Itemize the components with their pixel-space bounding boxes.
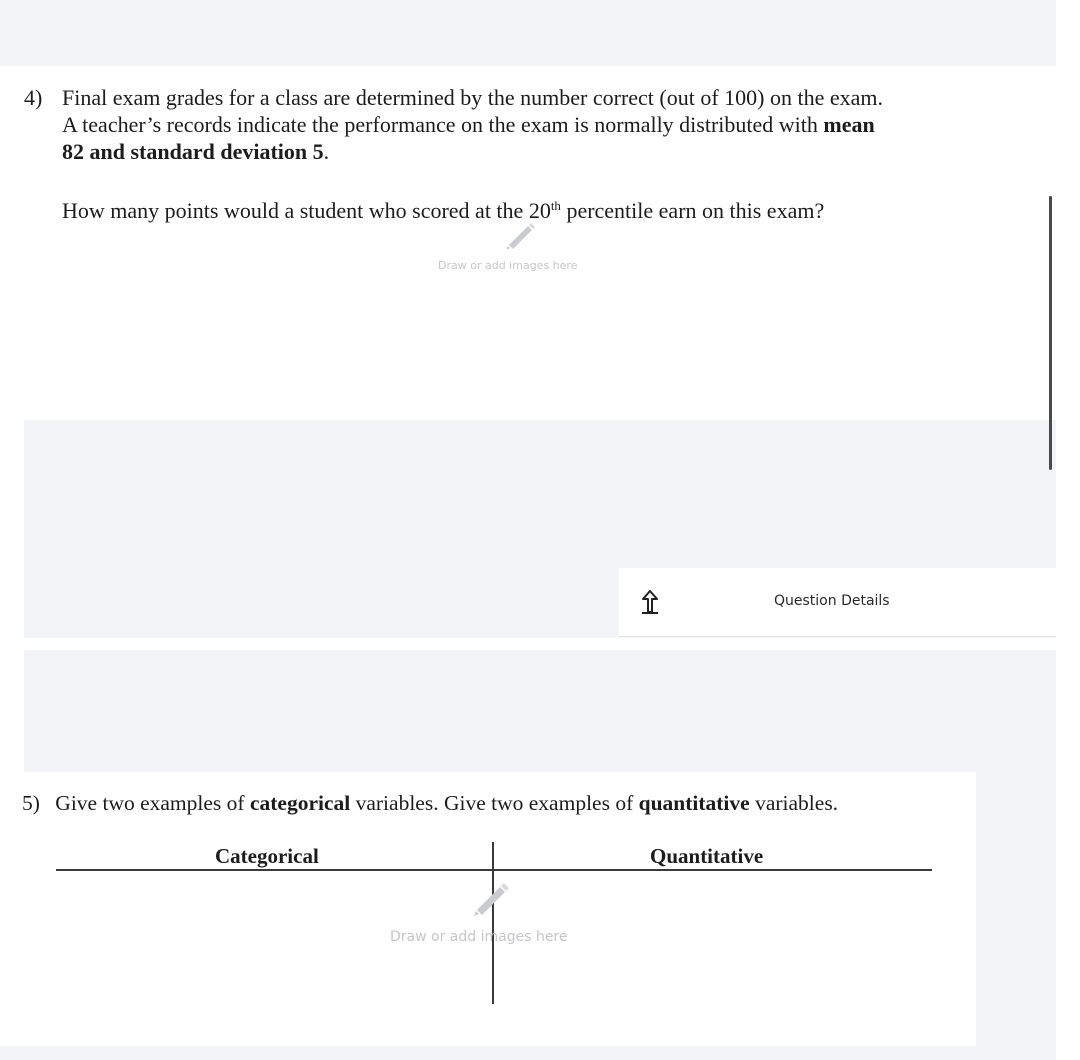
draw-or-add-images-hint[interactable]: Draw or add images here — [390, 929, 568, 945]
question-4-prompt: How many points would a student who scored at the 20th percentile earn on this exam? — [62, 198, 825, 223]
question-4-line-2: A teacher’s records indicate the performance on the exam is normally distributed with mean — [62, 112, 875, 137]
bottom-panel-strip — [0, 1046, 1056, 1060]
upload-arrow-icon[interactable] — [639, 588, 661, 616]
pencil-icon — [500, 218, 540, 252]
quantitative-bold: quantitative — [638, 791, 750, 815]
scrollbar-thumb[interactable] — [1049, 196, 1052, 470]
column-header-quantitative: Quantitative — [650, 844, 764, 868]
question-4-number: 4) — [24, 85, 43, 110]
column-header-categorical: Categorical — [215, 844, 319, 868]
mean-bold: mean — [823, 112, 875, 137]
ordinal-suffix: th — [550, 198, 561, 213]
categorical-bold: categorical — [249, 791, 351, 815]
question-5-text: 5) Give two examples of categorical variables. Give two examples of quantitative variables. — [22, 791, 839, 815]
top-panel-background — [0, 0, 1056, 66]
question-5-number: 5) — [22, 791, 40, 815]
question-details-bar[interactable] — [619, 568, 1056, 637]
panel-gap — [0, 638, 1056, 650]
draw-or-add-images-hint[interactable]: Draw or add images here — [438, 259, 578, 272]
mean-sd-bold: 82 and standard deviation 5 — [62, 139, 324, 164]
table-header-rule — [56, 869, 932, 871]
question-4-line-3: 82 and standard deviation 5. — [62, 139, 330, 164]
question-4-line-1: Final exam grades for a class are determined by the number correct (out of 100) on the exam. — [62, 85, 884, 110]
question-4-text — [24, 84, 1024, 165]
table-column-divider — [492, 842, 494, 1004]
question-details-label[interactable]: Question Details — [774, 593, 890, 609]
pencil-icon — [470, 876, 516, 918]
